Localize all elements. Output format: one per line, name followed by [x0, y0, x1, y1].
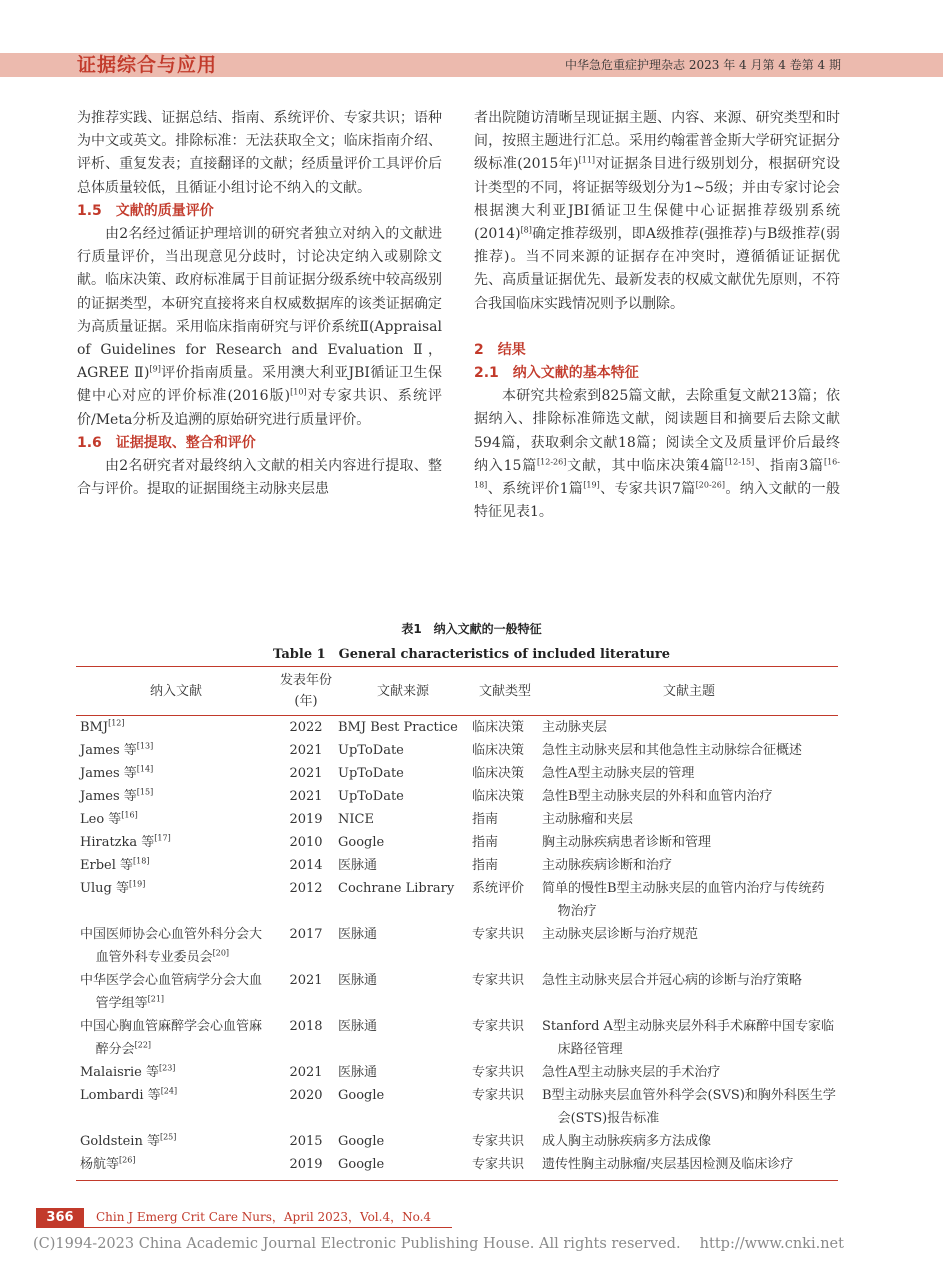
- table-row: [76, 785, 838, 808]
- citation-ref: [24]: [160, 1086, 178, 1096]
- cell-source: Google: [338, 835, 385, 850]
- cell-type: 专家共识: [470, 1153, 540, 1181]
- citation-ref: [20-26]: [695, 480, 725, 490]
- section-heading: 1.5 文献的质量评价: [77, 202, 214, 219]
- cell-topic: 简单的慢性B型主动脉夹层的血管内治疗与传统药物治疗: [542, 881, 825, 919]
- citation-ref: [16]: [121, 810, 138, 820]
- header-cell: 发表年份 (年): [276, 667, 336, 716]
- left-column: [77, 107, 442, 501]
- cell-year: 2019: [276, 1153, 336, 1181]
- cell-year: 2019: [289, 812, 323, 827]
- table-row: [76, 831, 838, 854]
- cell-literature: James 等[13]: [80, 741, 154, 758]
- table-row: [76, 739, 838, 762]
- cell-type: 临床决策: [472, 720, 525, 735]
- cell-literature: Hiratzka 等[17]: [80, 833, 171, 850]
- cell-year: 2015: [289, 1134, 323, 1149]
- citation-ref: [26]: [119, 1155, 136, 1165]
- cell-source: 医脉通: [338, 858, 378, 873]
- cell-literature: Lombardi 等[24]: [80, 1086, 178, 1103]
- cell-year: 2021: [289, 1065, 323, 1080]
- cell-source: 医脉通: [338, 1019, 378, 1034]
- table-row: [76, 1084, 838, 1130]
- section-heading: 2.1 纳入文献的基本特征: [474, 365, 639, 382]
- paragraph: 由2名经过循证护理培训的研究者独立对纳入的文献进行质量评价，当出现意见分歧时，讨论决定纳入或剔除文献。临床决策、政府标准属于目前证据分级系统中较高级别的证据类型，本研究直接将来自权威数据库的该类证据确定为高质量证据。采用临床指南研究与评价系统Ⅱ(Appraisal of Guidelines for Research and Evaluation Ⅱ，AGREE Ⅱ)[9]评价指南质量。采用澳大利亚JBI循证卫生保健中心对应的评价标准(2016版)[10]对专家共识、系统评价/Meta分析及追溯的原始研究进行质量评价。: [77, 226, 442, 428]
- cell-source: NICE: [338, 812, 374, 827]
- cell-topic: 主动脉夹层诊断与治疗规范: [542, 927, 699, 942]
- header-cell: 文献类型: [470, 667, 540, 716]
- citation-ref: [15]: [136, 787, 154, 797]
- cell-year: 2012: [289, 881, 323, 896]
- header-cell: 文献主题: [540, 667, 838, 716]
- cell-topic: Stanford A型主动脉夹层外科手术麻醉中国专家临床路径管理: [542, 1019, 834, 1057]
- footer-citation: Chin J Emerg Crit Care Nurs，April 2023，Vol.4，No.4: [96, 1210, 432, 1224]
- cell-topic: 主动脉疾病诊断和治疗: [542, 858, 673, 873]
- citation-ref: [17]: [154, 833, 171, 843]
- cell-topic: 急性主动脉夹层合并冠心病的诊断与治疗策略: [542, 973, 803, 988]
- cell-topic: 急性A型主动脉夹层的手术治疗: [542, 1065, 721, 1080]
- cell-year: 2021: [289, 973, 323, 988]
- citation-ref: [18]: [133, 856, 150, 866]
- cell-source: UpToDate: [338, 789, 404, 804]
- cell-literature: Goldstein 等[25]: [80, 1132, 177, 1149]
- cell-literature: 中国医师协会心血管外科分会大血管外科专业委员会[20]: [80, 927, 263, 965]
- copyright-notice: (C)1994-2023 China Academic Journal Electronic Publishing House. All rights reserved. http://www.cnki.net: [33, 1236, 844, 1252]
- cell-literature: 中国心胸血管麻醉学会心血管麻醉分会[22]: [80, 1019, 263, 1057]
- cell-literature: Erbel 等[18]: [80, 856, 150, 873]
- cell-year: 2020: [289, 1088, 323, 1103]
- literature-table: [76, 666, 838, 1181]
- journal-info: 中华急危重症护理杂志 2023 年 4 月第 4 卷第 4 期: [565, 58, 841, 72]
- cell-source: Google: [338, 1134, 385, 1149]
- cell-literature: Ulug 等[19]: [80, 879, 146, 896]
- citation-ref: [19]: [128, 879, 146, 889]
- header-cell: 文献来源: [336, 667, 470, 716]
- table-row: [76, 762, 838, 785]
- cell-type: 临床决策: [472, 789, 525, 804]
- table-row: [76, 1061, 838, 1084]
- cell-topic: 急性B型主动脉夹层的外科和血管内治疗: [542, 789, 773, 804]
- cell-year: 2018: [289, 1019, 323, 1034]
- citation-ref: [12]: [108, 718, 125, 728]
- citation-ref: [11]: [578, 155, 596, 165]
- cell-source: UpToDate: [338, 766, 404, 781]
- table-caption-cn: 表1 纳入文献的一般特征: [401, 622, 542, 636]
- citation-ref: [9]: [149, 364, 161, 374]
- citation-ref: [23]: [159, 1063, 176, 1073]
- header-cell: 纳入文献: [76, 667, 276, 716]
- citation-ref: [22]: [134, 1040, 152, 1050]
- cell-year: 2017: [289, 927, 323, 942]
- section-heading: 2 结果: [474, 341, 526, 358]
- paragraph: 者出院随访清晰呈现证据主题、内容、来源、研究类型和时间，按照主题进行汇总。采用约翰霍普金斯大学研究证据分级标准(2015年)[11]对证据条目进行级别划分，根据研究设计类型的不同，将证据等级划分为1~5级；并由专家讨论会根据澳大利亚JBI循证卫生保健中心证据推荐级别系统(2014)[8]确定推荐级别，即A级推荐(强推荐)与B级推荐(弱推荐)。当不同来源的证据存在冲突时，遵循循证证据优先、高质量证据优先、最新发表的权威文献优先原则，不符合我国临床实践情况则予以删除。: [474, 110, 840, 312]
- cell-literature: James 等[14]: [80, 764, 154, 781]
- cell-literature: BMJ[12]: [80, 718, 125, 735]
- section-title: 证据综合与应用: [77, 54, 218, 76]
- right-column: [474, 107, 840, 524]
- cell-source: 医脉通: [338, 1065, 378, 1080]
- cell-topic: 急性A型主动脉夹层的管理: [542, 766, 695, 781]
- paragraph: 为推荐实践、证据总结、指南、系统评价、专家共识；语种为中文或英文。排除标准：无法获取全文；临床指南介绍、评析、重复发表；直接翻译的文献；经质量评价工具评价后总体质量较低，且循证小组讨论不纳入的文献。: [77, 110, 442, 196]
- table-row: [76, 1130, 838, 1153]
- citation-ref: [12-15]: [724, 457, 755, 467]
- cell-source: Google: [338, 1088, 385, 1103]
- cell-year: 2021: [289, 743, 323, 758]
- page-footer: [36, 1208, 452, 1227]
- cell-topic: 遗传性胸主动脉瘤/夹层基因检测及临床诊疗: [540, 1153, 838, 1181]
- cell-topic: B型主动脉夹层血管外科学会(SVS)和胸外科医生学会(STS)报告标准: [542, 1088, 836, 1126]
- table-row: [76, 716, 838, 740]
- table-row: [76, 854, 838, 877]
- table-row: [76, 1153, 838, 1181]
- cell-topic: 主动脉瘤和夹层: [542, 812, 634, 827]
- citation-ref: [14]: [136, 764, 154, 774]
- citation-ref: [10]: [290, 387, 307, 397]
- citation-ref: [25]: [159, 1132, 177, 1142]
- cell-type: 专家共识: [472, 973, 525, 988]
- cell-topic: 成人胸主动脉疾病多方法成像: [542, 1134, 712, 1149]
- cell-source: Cochrane Library: [338, 881, 455, 896]
- cell-type: 专家共识: [472, 1019, 525, 1034]
- citation-ref: [13]: [136, 741, 154, 751]
- cell-literature: James 等[15]: [80, 787, 154, 804]
- cell-topic: 主动脉夹层: [542, 720, 608, 735]
- cell-year: 2022: [289, 720, 323, 735]
- cell-year: 2014: [289, 858, 323, 873]
- table-row: [76, 923, 838, 969]
- citation-ref: [20]: [212, 948, 230, 958]
- cell-literature: 中华医学会心血管病学分会大血管学组等[21]: [80, 973, 263, 1011]
- cell-type: 临床决策: [472, 766, 525, 781]
- citation-ref: [21]: [147, 994, 165, 1004]
- cell-type: 专家共识: [472, 1088, 525, 1103]
- cell-source: 医脉通: [338, 973, 378, 988]
- citation-ref: [16-18]: [474, 457, 840, 490]
- cell-type: 专家共识: [472, 927, 525, 942]
- citation-ref: [12-26]: [537, 457, 567, 467]
- cell-type: 专家共识: [472, 1134, 525, 1149]
- cell-type: 指南: [472, 812, 499, 827]
- cell-literature: Malaisrie 等[23]: [80, 1063, 176, 1080]
- cell-source: 医脉通: [338, 927, 378, 942]
- page-number: 366: [36, 1208, 84, 1227]
- cell-source: UpToDate: [338, 743, 404, 758]
- cell-type: 指南: [472, 835, 499, 850]
- cell-literature: 杨航等[26]: [76, 1153, 276, 1181]
- paragraph: 本研究共检索到825篇文献，去除重复文献213篇；依据纳入、排除标准筛选文献，阅读题目和摘要后去除文献594篇，获取剩余文献18篇；阅读全文及质量评价后最终纳入15篇[12-26]文献，其中临床决策4篇[12-15]、指南3篇[16-18]、系统评价1篇[19]、专家共识7篇[20-26]。纳入文献的一般特征见表1。: [474, 388, 840, 521]
- cell-literature: Leo 等[16]: [80, 810, 138, 827]
- cell-topic: 急性主动脉夹层和其他急性主动脉综合征概述: [542, 743, 803, 758]
- cell-year: 2021: [289, 789, 323, 804]
- table-row: [76, 1015, 838, 1061]
- running-header: [0, 53, 943, 77]
- citation-ref: [19]: [583, 480, 600, 490]
- table-caption-en: Table 1 General characteristics of included literature: [272, 647, 671, 662]
- table-header-row: [76, 667, 838, 716]
- cell-type: 系统评价: [472, 881, 525, 896]
- cell-year: 2010: [289, 835, 323, 850]
- cell-type: 专家共识: [472, 1065, 525, 1080]
- cell-source: BMJ Best Practice: [338, 720, 458, 735]
- cell-source: Google: [336, 1153, 470, 1181]
- table-row: [76, 877, 838, 923]
- cell-topic: 胸主动脉疾病患者诊断和管理: [542, 835, 712, 850]
- section-heading: 1.6 证据提取、整合和评价: [77, 434, 256, 451]
- table-row: [76, 969, 838, 1015]
- cell-type: 临床决策: [472, 743, 525, 758]
- paragraph: 由2名研究者对最终纳入文献的相关内容进行提取、整合与评价。提取的证据围绕主动脉夹层患: [77, 458, 442, 498]
- cell-type: 指南: [472, 858, 499, 873]
- cell-year: 2021: [289, 766, 323, 781]
- citation-ref: [8]: [520, 225, 532, 235]
- table-row: [76, 808, 838, 831]
